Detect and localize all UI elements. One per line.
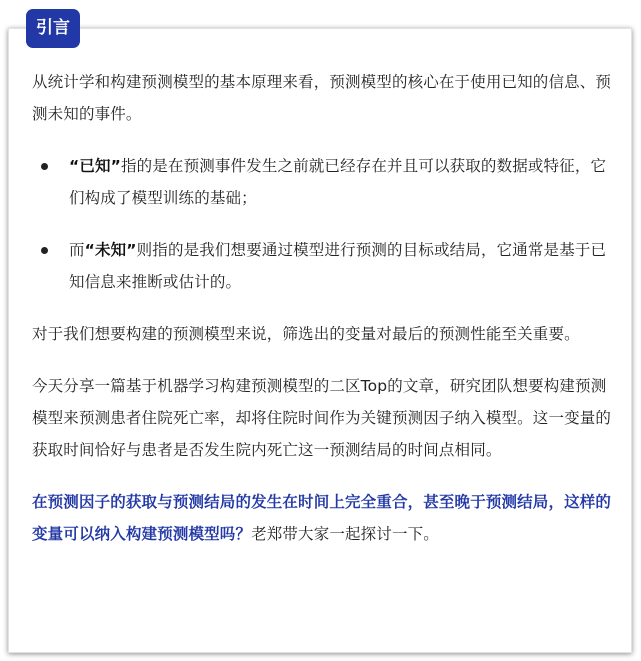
intro-tag: 引言 [26, 9, 80, 48]
bullet-term: “已知” [69, 157, 121, 175]
bullet-dot-icon [41, 247, 48, 254]
intro-card [8, 28, 632, 653]
bullet-text: 指的是在预测事件发生之前就已经存在并且可以获取的数据或特征，它们构成了模型训练的基础； [69, 157, 607, 207]
highlight-question: 在预测因子的获取与预测结局的发生在时间上完全重合，甚至晚于预测结局，这样的变量可以纳入构建预测模型吗？ [32, 493, 612, 543]
closing-text: 老郑带大家一起探讨一下。 [251, 525, 439, 543]
question-paragraph [32, 486, 616, 550]
bullet-prefix: 而 [69, 241, 85, 259]
bullet-list [32, 150, 616, 298]
article-summary-paragraph: 今天分享一篇基于机器学习构建预测模型的二区Top的文章，研究团队想要构建预测模型来预测患者住院死亡率，却将住院时间作为关键预测因子纳入模型。这一变量的获取时间恰好与患者是否发生院内死亡这一预测结局的时间点相同。 [32, 377, 612, 459]
bullet-dot-icon [41, 163, 48, 170]
bullet-item-known [32, 150, 616, 214]
intro-paragraph: 从统计学和构建预测模型的基本原理来看，预测模型的核心在于使用已知的信息、预测未知的事件。 [32, 73, 612, 123]
variable-importance-paragraph: 对于我们想要构建的预测模型来说，筛选出的变量对最后的预测性能至关重要。 [32, 325, 580, 343]
bullet-text: 则指的是我们想要通过模型进行预测的目标或结局，它通常是基于已知信息来推断或估计的。 [69, 241, 607, 291]
bullet-item-unknown [32, 234, 616, 298]
intro-content [32, 66, 616, 550]
bullet-term: “未知” [84, 241, 137, 259]
